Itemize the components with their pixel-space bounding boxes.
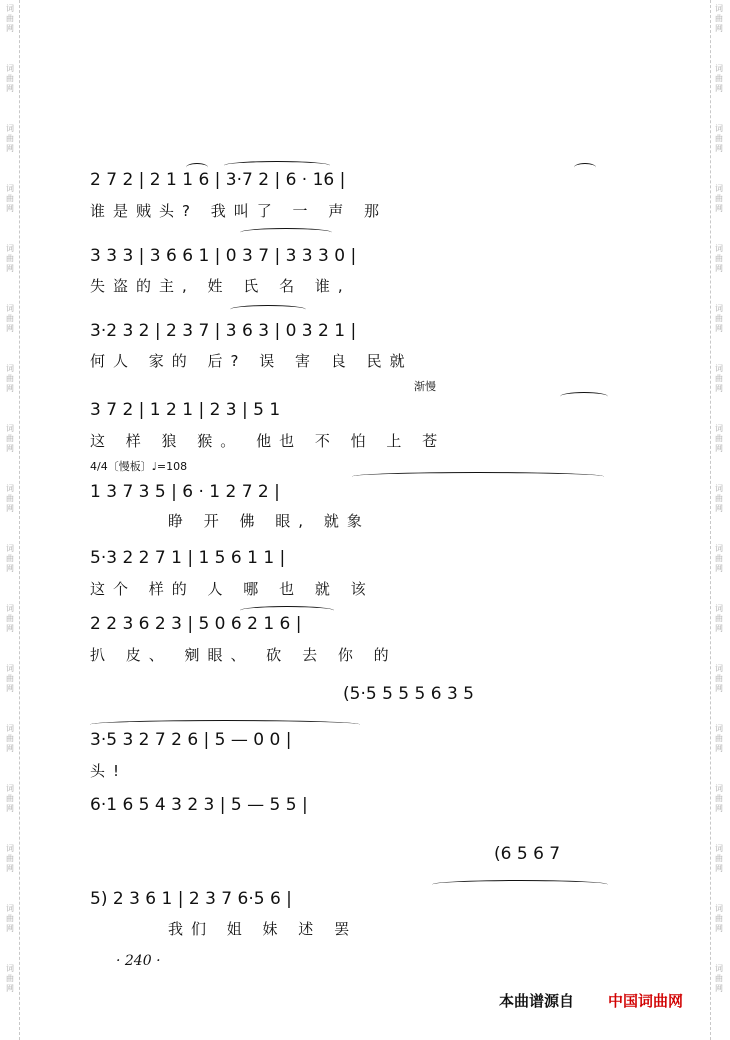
margin-watermark-char: 词 xyxy=(715,964,723,973)
margin-watermark-group xyxy=(0,244,20,274)
margin-watermark-char: 词 xyxy=(715,784,723,793)
margin-watermark-group xyxy=(709,604,729,634)
margin-watermark-group xyxy=(0,544,20,574)
right-margin-rule xyxy=(710,0,711,1040)
margin-watermark-char: 词 xyxy=(715,604,723,613)
slur xyxy=(224,161,330,170)
margin-watermark-char: 词 xyxy=(715,64,723,73)
margin-watermark-group xyxy=(709,304,729,334)
score-row-9-notes: 3·5 3 2 7 2 6 | 5 — 0 0 | xyxy=(90,730,292,750)
margin-watermark-char: 网 xyxy=(6,924,14,933)
margin-watermark-char: 网 xyxy=(715,204,723,213)
margin-watermark-char: 词 xyxy=(6,304,14,313)
margin-watermark-char: 曲 xyxy=(6,74,14,83)
margin-watermark-char: 曲 xyxy=(715,314,723,323)
margin-watermark-char: 曲 xyxy=(715,494,723,503)
margin-watermark-group xyxy=(709,124,729,154)
margin-watermark-char: 网 xyxy=(715,384,723,393)
margin-watermark-group xyxy=(709,664,729,694)
margin-watermark-char: 曲 xyxy=(6,734,14,743)
margin-watermark-char: 曲 xyxy=(715,554,723,563)
margin-watermark-char: 网 xyxy=(715,24,723,33)
margin-watermark-char: 曲 xyxy=(6,794,14,803)
margin-watermark-char: 词 xyxy=(715,844,723,853)
margin-watermark-group xyxy=(0,4,20,34)
margin-watermark-char: 曲 xyxy=(6,674,14,683)
margin-watermark-char: 网 xyxy=(6,624,14,633)
margin-watermark-group xyxy=(709,784,729,814)
margin-watermark-group xyxy=(709,724,729,754)
margin-watermark-char: 曲 xyxy=(715,14,723,23)
margin-watermark-char: 曲 xyxy=(715,854,723,863)
margin-watermark-char: 网 xyxy=(6,84,14,93)
margin-watermark-char: 网 xyxy=(715,144,723,153)
score-row-11-notes: (6 5 6 7 xyxy=(494,844,561,864)
score-row-6-lyrics: 这个 样的 人 哪 也 就 该 xyxy=(90,580,374,598)
margin-watermark-char: 词 xyxy=(6,484,14,493)
margin-watermark-char: 词 xyxy=(6,664,14,673)
credit-site-name[interactable]: 中国词曲网 xyxy=(608,992,684,1010)
margin-watermark-group xyxy=(709,544,729,574)
margin-watermark-char: 网 xyxy=(715,984,723,993)
slur xyxy=(240,228,332,237)
margin-watermark-char: 词 xyxy=(6,184,14,193)
margin-watermark-group xyxy=(0,904,20,934)
margin-watermark-char: 曲 xyxy=(6,974,14,983)
score-row-10-notes: 6·1 6 5 4 3 2 3 | 5 — 5 5 | xyxy=(90,795,308,815)
margin-watermark-char: 词 xyxy=(6,544,14,553)
margin-watermark-char: 曲 xyxy=(715,914,723,923)
margin-watermark-char: 网 xyxy=(715,324,723,333)
score-row-2-lyrics: 失盗的主, 姓 氏 名 谁, xyxy=(90,277,351,295)
margin-watermark-char: 词 xyxy=(715,484,723,493)
margin-watermark-char: 曲 xyxy=(715,374,723,383)
margin-watermark-group xyxy=(0,184,20,214)
margin-watermark-char: 网 xyxy=(6,264,14,273)
margin-watermark-char: 网 xyxy=(6,984,14,993)
margin-watermark-char: 网 xyxy=(715,864,723,873)
margin-watermark-char: 曲 xyxy=(6,614,14,623)
margin-watermark-group xyxy=(0,844,20,874)
margin-watermark-char: 网 xyxy=(6,24,14,33)
margin-watermark-char: 网 xyxy=(6,804,14,813)
margin-watermark-char: 词 xyxy=(715,724,723,733)
margin-watermark-char: 网 xyxy=(715,744,723,753)
margin-watermark-group xyxy=(0,364,20,394)
margin-watermark-char: 曲 xyxy=(6,194,14,203)
margin-watermark-char: 词 xyxy=(715,244,723,253)
margin-watermark-char: 词 xyxy=(715,904,723,913)
margin-watermark-char: 曲 xyxy=(6,914,14,923)
page-number: · 240 · xyxy=(116,953,161,969)
margin-watermark-char: 词 xyxy=(6,604,14,613)
margin-watermark-char: 词 xyxy=(715,544,723,553)
margin-watermark-char: 曲 xyxy=(715,74,723,83)
score-row-12-notes: 5) 2 3 6 1 | 2 3 7 6·5 6 | xyxy=(90,889,292,909)
margin-watermark-char: 网 xyxy=(6,444,14,453)
margin-watermark-group xyxy=(0,484,20,514)
margin-watermark-group xyxy=(0,664,20,694)
left-margin-watermark xyxy=(0,0,20,1040)
margin-watermark-char: 词 xyxy=(6,964,14,973)
margin-watermark-char: 网 xyxy=(715,684,723,693)
slur xyxy=(240,606,334,615)
dynamic-marking-rit: 渐慢 xyxy=(414,380,436,393)
margin-watermark-group xyxy=(709,4,729,34)
margin-watermark-char: 曲 xyxy=(6,554,14,563)
margin-watermark-char: 网 xyxy=(6,204,14,213)
margin-watermark-char: 网 xyxy=(715,804,723,813)
score-row-5-notes: 1 3 7 3 5 | 6 · 1 2 7 2 | xyxy=(90,482,280,502)
margin-watermark-char: 网 xyxy=(6,564,14,573)
margin-watermark-group xyxy=(0,424,20,454)
margin-watermark-char: 曲 xyxy=(715,674,723,683)
margin-watermark-char: 词 xyxy=(715,664,723,673)
margin-watermark-char: 曲 xyxy=(715,434,723,443)
margin-watermark-char: 网 xyxy=(715,624,723,633)
margin-watermark-char: 词 xyxy=(6,64,14,73)
margin-watermark-group xyxy=(0,304,20,334)
margin-watermark-group xyxy=(0,64,20,94)
margin-watermark-char: 词 xyxy=(715,124,723,133)
margin-watermark-char: 网 xyxy=(6,864,14,873)
margin-watermark-char: 曲 xyxy=(715,794,723,803)
margin-watermark-group xyxy=(0,124,20,154)
margin-watermark-char: 曲 xyxy=(6,134,14,143)
margin-watermark-char: 词 xyxy=(6,124,14,133)
score-row-3-lyrics: 何人 家的 后? 误 害 良 民就 xyxy=(90,352,413,370)
margin-watermark-char: 词 xyxy=(6,364,14,373)
margin-watermark-char: 词 xyxy=(6,904,14,913)
score-row-1-lyrics: 谁是贼头? 我叫了 一 声 那 xyxy=(90,202,388,220)
margin-watermark-char: 词 xyxy=(6,424,14,433)
margin-watermark-group xyxy=(0,784,20,814)
margin-watermark-char: 网 xyxy=(715,444,723,453)
margin-watermark-group xyxy=(709,964,729,994)
slur xyxy=(230,305,306,314)
margin-watermark-char: 曲 xyxy=(6,434,14,443)
credit-source-label: 本曲谱源自 xyxy=(499,992,575,1010)
margin-watermark-group xyxy=(709,424,729,454)
margin-watermark-char: 词 xyxy=(715,4,723,13)
margin-watermark-char: 词 xyxy=(715,184,723,193)
score-row-1-notes: 2 7 2 | 2 1 1 6 | 3·7 2 | 6 · 16 | xyxy=(90,170,346,190)
margin-watermark-char: 网 xyxy=(715,504,723,513)
margin-watermark-group xyxy=(709,904,729,934)
margin-watermark-char: 曲 xyxy=(6,374,14,383)
margin-watermark-group xyxy=(0,724,20,754)
margin-watermark-char: 曲 xyxy=(6,314,14,323)
score-row-6-notes: 5·3 2 2 7 1 | 1 5 6 1 1 | xyxy=(90,548,286,568)
margin-watermark-char: 曲 xyxy=(715,194,723,203)
margin-watermark-group xyxy=(709,844,729,874)
margin-watermark-char: 词 xyxy=(6,244,14,253)
margin-watermark-char: 网 xyxy=(715,564,723,573)
margin-watermark-char: 曲 xyxy=(6,14,14,23)
margin-watermark-char: 词 xyxy=(6,4,14,13)
left-margin-rule xyxy=(19,0,20,1040)
margin-watermark-char: 网 xyxy=(715,84,723,93)
margin-watermark-group xyxy=(709,244,729,274)
score-row-12-lyrics: 我们 姐 妹 述 罢 xyxy=(168,920,358,938)
score-row-5-lyrics: 睁 开 佛 眼, 就象 xyxy=(168,512,370,530)
margin-watermark-char: 网 xyxy=(6,504,14,513)
margin-watermark-group xyxy=(709,364,729,394)
margin-watermark-char: 曲 xyxy=(6,854,14,863)
score-row-2-notes: 3 3 3 | 3 6 6 1 | 0 3 7 | 3 3 3 0 | xyxy=(90,246,357,266)
margin-watermark-char: 词 xyxy=(6,844,14,853)
margin-watermark-char: 曲 xyxy=(715,134,723,143)
score-row-3-notes: 3·2 3 2 | 2 3 7 | 3 6 3 | 0 3 2 1 | xyxy=(90,321,357,341)
margin-watermark-group xyxy=(709,184,729,214)
score-row-4-lyrics: 这 样 狼 猴。 他也 不 怕 上 苍 xyxy=(90,432,446,450)
slur xyxy=(432,880,608,889)
margin-watermark-char: 词 xyxy=(715,424,723,433)
margin-watermark-group xyxy=(0,604,20,634)
margin-watermark-char: 网 xyxy=(6,744,14,753)
right-margin-watermark xyxy=(709,0,729,1040)
score-row-7-notes: 2 2 3 6 2 3 | 5 0 6 2 1 6 | xyxy=(90,614,302,634)
margin-watermark-char: 网 xyxy=(715,264,723,273)
score-row-8-notes: (5·5 5 5 5 6 3 5 xyxy=(343,684,474,704)
margin-watermark-group xyxy=(0,964,20,994)
score-row-7-lyrics: 扒 皮、 剜眼、 砍 去 你 的 xyxy=(90,646,397,664)
slur xyxy=(574,163,596,172)
margin-watermark-char: 曲 xyxy=(6,494,14,503)
margin-watermark-char: 曲 xyxy=(715,974,723,983)
margin-watermark-char: 词 xyxy=(6,784,14,793)
margin-watermark-char: 曲 xyxy=(715,614,723,623)
margin-watermark-char: 词 xyxy=(715,304,723,313)
margin-watermark-char: 网 xyxy=(6,144,14,153)
slur xyxy=(186,163,208,172)
margin-watermark-char: 网 xyxy=(6,384,14,393)
tempo-marking: 4/4〔慢板〕♩=108 xyxy=(90,460,188,473)
margin-watermark-group xyxy=(709,64,729,94)
margin-watermark-char: 词 xyxy=(6,724,14,733)
margin-watermark-char: 词 xyxy=(715,364,723,373)
slur xyxy=(90,720,360,729)
margin-watermark-char: 曲 xyxy=(715,734,723,743)
margin-watermark-char: 曲 xyxy=(6,254,14,263)
slur xyxy=(352,472,604,481)
margin-watermark-char: 网 xyxy=(6,684,14,693)
margin-watermark-char: 曲 xyxy=(715,254,723,263)
margin-watermark-group xyxy=(709,484,729,514)
score-row-9-lyrics: 头! xyxy=(90,762,128,780)
margin-watermark-char: 网 xyxy=(715,924,723,933)
slur xyxy=(560,392,608,401)
score-row-4-notes: 3 7 2 | 1 2 1 | 2 3 | 5 1 xyxy=(90,400,281,420)
margin-watermark-char: 网 xyxy=(6,324,14,333)
